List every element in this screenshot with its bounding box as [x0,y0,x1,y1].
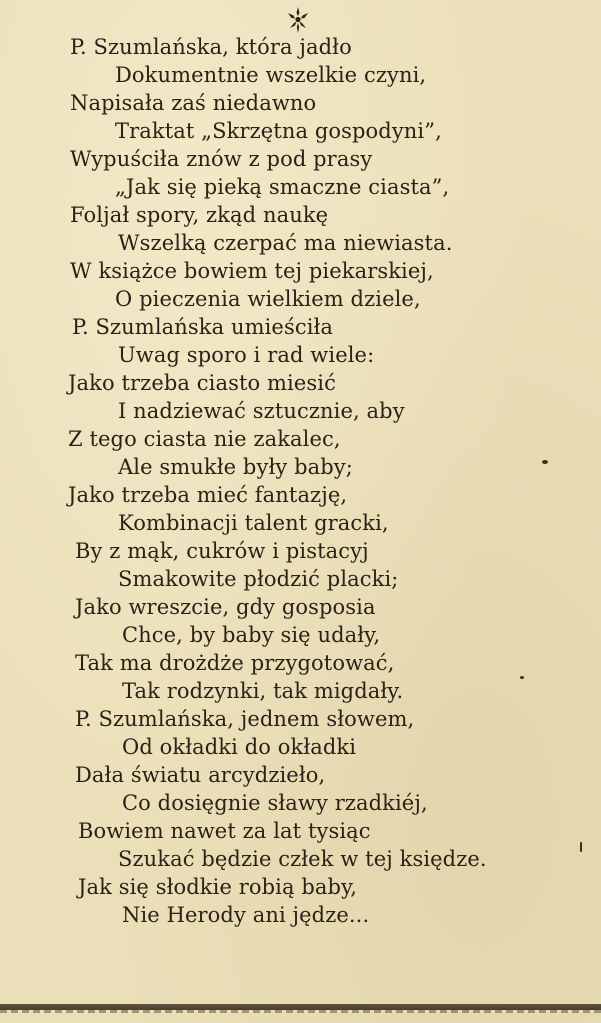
poem-line: Ale smukłe były baby; [118,455,353,479]
poem-line: Wypuściła znów z pod prasy [70,147,373,171]
poem-line: Tak rodzynki, tak migdały. [122,679,404,703]
poem-line: Foljał spory, zkąd naukę [70,203,329,227]
ink-speck [580,842,582,852]
poem-line: O pieczenia wielkiem dziele, [115,287,421,311]
poem-line: W książce bowiem tej piekarskiej, [70,259,434,283]
poem-line: Dała światu arcydzieło, [75,763,326,787]
poem-line: Dokumentnie wszelkie czyni, [115,63,427,87]
poem-line: Co dosięgnie sławy rzadkiéj, [122,791,428,815]
poem-line: Jako trzeba ciasto miesić [68,371,336,395]
ink-speck [542,460,548,464]
poem-line: P. Szumlańska umieściła [72,315,334,339]
poem-line: By z mąk, cukrów i pistacyj [75,539,369,563]
poem-line: Bowiem nawet za lat tysiąc [78,819,371,843]
poem-line: Smakowite płodzić placki; [118,567,399,591]
poem-line: Kombinacji talent gracki, [118,511,389,535]
poem-line: P. Szumlańska, jednem słowem, [75,707,415,731]
poem-line: Od okładki do okładki [122,735,357,759]
bottom-rule-texture [0,1010,601,1013]
poem-line: Z tego ciasta nie zakalec, [68,427,341,451]
poem-line: P. Szumlańska, która jadło [70,35,352,59]
poem-line: Jak się słodkie robią baby, [78,875,358,899]
poem-line: Szukać będzie człek w tej księdze. [118,847,487,871]
poem-line: Chce, by baby się udały, [122,623,381,647]
poem-line: Jako trzeba mieć fantazję, [68,483,348,507]
ink-speck [520,676,524,679]
asterism-ornament-icon [282,4,314,36]
poem-line: Jako wreszcie, gdy gosposia [75,595,376,619]
poem-line: Traktat „Skrzętna gospodyni”, [115,119,442,143]
poem-line: Uwag sporo i rad wiele: [118,343,375,367]
poem-line: Wszelką czerpać ma niewiasta. [118,231,453,255]
poem-line: Nie Herody ani jędze... [122,903,370,927]
poem-line: I nadziewać sztucznie, aby [118,399,405,423]
poem-line: Tak ma drożdże przygotować, [75,651,395,675]
poem-line: Napisała zaś niedawno [70,91,317,115]
poem-line: „Jak się pieką smaczne ciasta”, [115,175,450,199]
